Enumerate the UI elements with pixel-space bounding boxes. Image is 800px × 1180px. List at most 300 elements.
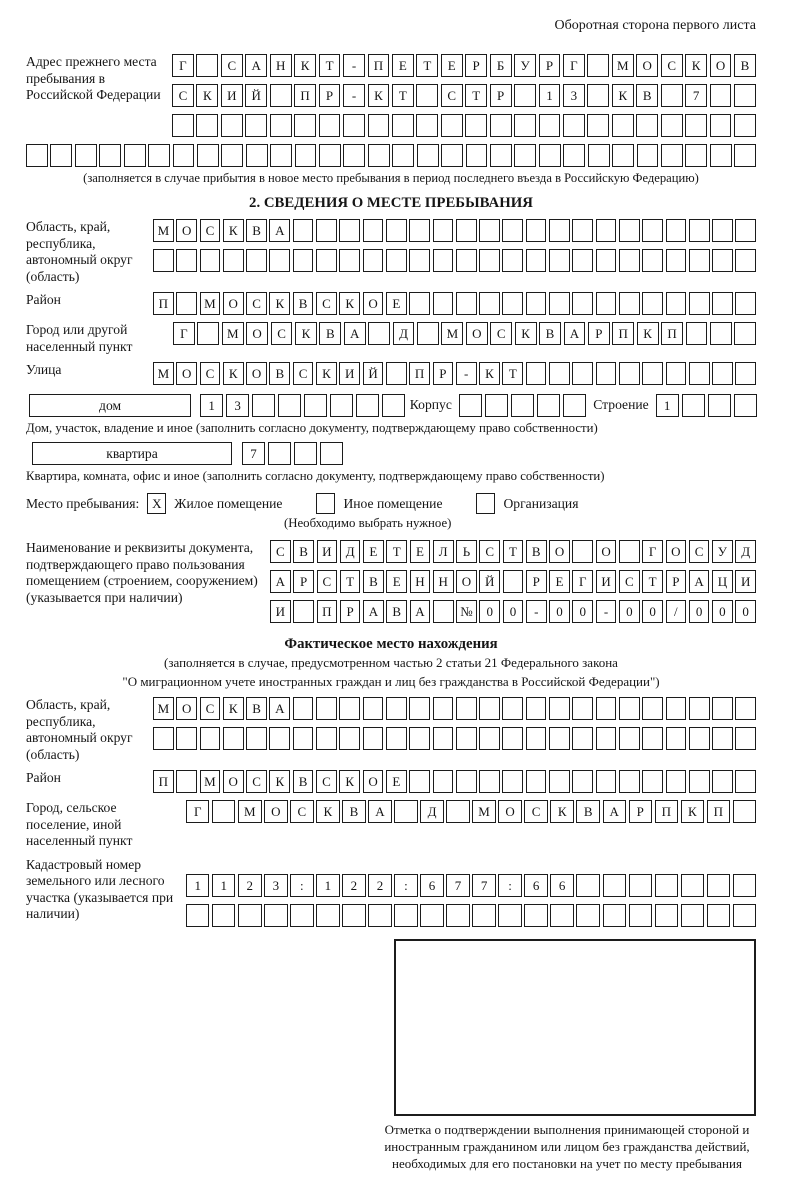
prev-address-label: Адрес прежнего места пребывания в Российской Федерации <box>26 54 161 102</box>
char-box <box>270 114 292 137</box>
char-box: : <box>394 874 417 897</box>
char-box <box>572 697 593 720</box>
char-box: С <box>490 322 512 345</box>
char-box: Д <box>340 540 361 563</box>
char-box <box>386 727 407 750</box>
char-box: С <box>271 322 293 345</box>
char-box: 0 <box>689 600 710 623</box>
char-box <box>712 249 733 272</box>
char-box: № <box>456 600 477 623</box>
char-box: 0 <box>642 600 663 623</box>
char-box <box>735 292 756 315</box>
char-box: Е <box>549 570 570 593</box>
char-box: К <box>223 219 244 242</box>
char-box <box>465 114 487 137</box>
char-box <box>269 727 290 750</box>
char-box <box>148 144 170 167</box>
char-box <box>549 292 570 315</box>
char-box <box>735 770 756 793</box>
char-box: С <box>479 540 500 563</box>
char-box: Р <box>629 800 652 823</box>
char-box <box>416 84 438 107</box>
document-row-2 <box>270 570 756 593</box>
char-box <box>681 904 704 927</box>
char-box: 0 <box>619 600 640 623</box>
char-box: Й <box>245 84 267 107</box>
char-box: Е <box>441 54 463 77</box>
char-box <box>733 904 756 927</box>
kvartira-cells <box>242 442 346 465</box>
char-box <box>642 727 663 750</box>
char-box: К <box>612 84 634 107</box>
char-box <box>661 84 683 107</box>
char-box <box>596 249 617 272</box>
char-box: И <box>317 540 338 563</box>
char-box <box>498 904 521 927</box>
char-box <box>619 249 640 272</box>
char-box <box>712 362 733 385</box>
ulitsa-row <box>153 362 756 385</box>
char-box: Р <box>433 362 454 385</box>
char-box: Г <box>172 54 194 77</box>
factual-oblast-row-1 <box>153 697 756 720</box>
char-box <box>712 292 733 315</box>
char-box <box>153 727 174 750</box>
stroenie-label: Строение <box>593 397 649 412</box>
char-box <box>320 442 343 465</box>
prev-address-rows <box>172 54 756 137</box>
char-box: П <box>655 800 678 823</box>
char-box: 6 <box>420 874 443 897</box>
document-block <box>26 540 756 623</box>
kadastr-block <box>26 857 756 927</box>
char-box: П <box>317 600 338 623</box>
raion-row <box>153 292 756 315</box>
mesto-label: Место пребывания: <box>26 495 140 511</box>
char-box: 7 <box>685 84 707 107</box>
char-box <box>294 114 316 137</box>
char-box <box>572 219 593 242</box>
char-box <box>666 770 687 793</box>
char-box: В <box>734 54 756 77</box>
char-box <box>596 362 617 385</box>
char-box <box>502 697 523 720</box>
char-box: Л <box>433 540 454 563</box>
char-box <box>316 904 339 927</box>
char-box: : <box>290 874 313 897</box>
char-box <box>124 144 146 167</box>
char-box: В <box>363 570 384 593</box>
char-box <box>490 114 512 137</box>
oblast-block <box>26 219 756 285</box>
char-box <box>368 904 391 927</box>
char-box <box>619 727 640 750</box>
char-box <box>99 144 121 167</box>
oblast-label: Область, край, республика, автономный округ (область) <box>26 219 133 284</box>
factual-note-2: "О миграционном учете иностранных граждан и лиц без гражданства в Российской Федерации") <box>122 673 660 689</box>
dom-cells <box>200 394 401 417</box>
char-box: Т <box>392 84 414 107</box>
char-box <box>514 114 536 137</box>
char-box: К <box>196 84 218 107</box>
document-label: Наименование и реквизиты документа, подтверждающего право пользования помещением (строением, сооружением) (указывается при наличии) <box>26 540 258 605</box>
char-box: А <box>269 697 290 720</box>
prev-address-row-3 <box>172 114 756 137</box>
char-box: К <box>479 362 500 385</box>
char-box: П <box>661 322 683 345</box>
char-box <box>712 219 733 242</box>
char-box <box>270 84 292 107</box>
char-box: М <box>200 292 221 315</box>
char-box: У <box>712 540 733 563</box>
raion-block <box>26 292 756 315</box>
char-box <box>549 249 570 272</box>
char-box: А <box>410 600 431 623</box>
char-box: П <box>409 362 430 385</box>
char-box <box>392 144 414 167</box>
char-box <box>304 394 327 417</box>
char-box <box>563 144 585 167</box>
char-box <box>386 249 407 272</box>
char-box <box>246 249 267 272</box>
char-box <box>197 144 219 167</box>
char-box: С <box>524 800 547 823</box>
char-box: О <box>596 540 617 563</box>
char-box <box>689 219 710 242</box>
char-box: К <box>681 800 704 823</box>
char-box <box>596 727 617 750</box>
char-box <box>603 904 626 927</box>
char-box <box>666 727 687 750</box>
char-box: Б <box>490 54 512 77</box>
char-box: С <box>619 570 640 593</box>
char-box: С <box>441 84 463 107</box>
char-box: О <box>363 770 384 793</box>
char-box <box>200 727 221 750</box>
char-box <box>689 362 710 385</box>
char-box <box>603 874 626 897</box>
char-box <box>572 362 593 385</box>
char-box: Е <box>392 54 414 77</box>
char-box <box>409 727 430 750</box>
char-box <box>433 697 454 720</box>
char-box <box>642 219 663 242</box>
char-box <box>176 770 197 793</box>
char-box <box>212 904 235 927</box>
char-box <box>433 219 454 242</box>
char-box <box>526 697 547 720</box>
char-box <box>712 770 733 793</box>
char-box: В <box>319 322 341 345</box>
char-box: О <box>223 292 244 315</box>
char-box <box>153 249 174 272</box>
char-box <box>278 394 301 417</box>
factual-oblast-label: Область, край, республика, автономный округ (область) <box>26 697 133 762</box>
char-box: Р <box>666 570 687 593</box>
char-box <box>549 697 570 720</box>
char-box <box>294 442 317 465</box>
char-box: С <box>246 770 267 793</box>
char-box <box>708 394 731 417</box>
char-box <box>636 114 658 137</box>
char-box <box>409 249 430 272</box>
char-box: П <box>368 54 390 77</box>
char-box <box>588 144 610 167</box>
char-box <box>316 697 337 720</box>
char-box <box>221 114 243 137</box>
char-box: О <box>264 800 287 823</box>
char-box <box>293 697 314 720</box>
char-box <box>456 697 477 720</box>
char-box <box>176 249 197 272</box>
char-box <box>655 904 678 927</box>
char-box: Д <box>735 540 756 563</box>
char-box: 6 <box>524 874 547 897</box>
char-box <box>576 874 599 897</box>
char-box: Т <box>503 540 524 563</box>
char-box: Ц <box>712 570 733 593</box>
char-box: П <box>153 292 174 315</box>
char-box <box>456 219 477 242</box>
char-box: О <box>176 362 197 385</box>
char-box <box>456 727 477 750</box>
char-box <box>689 770 710 793</box>
char-box: В <box>246 219 267 242</box>
kadastr-row-1 <box>186 874 756 897</box>
char-box <box>394 800 417 823</box>
char-box <box>293 249 314 272</box>
char-box: 0 <box>735 600 756 623</box>
char-box <box>637 144 659 167</box>
char-box <box>433 292 454 315</box>
char-box: С <box>270 540 291 563</box>
char-box <box>526 362 547 385</box>
char-box: О <box>549 540 570 563</box>
char-box: С <box>290 800 313 823</box>
char-box: И <box>339 362 360 385</box>
kvartira-note: Квартира, комната, офис и иное (заполнить согласно документу, подтверждающему право собственности) <box>26 469 605 483</box>
char-box: / <box>666 600 687 623</box>
char-box <box>386 362 407 385</box>
char-box: С <box>200 362 221 385</box>
char-box <box>343 144 365 167</box>
char-box <box>549 362 570 385</box>
char-box <box>446 904 469 927</box>
char-box: С <box>317 570 338 593</box>
char-box: Е <box>410 540 431 563</box>
char-box: О <box>466 322 488 345</box>
char-box <box>572 770 593 793</box>
char-box <box>735 727 756 750</box>
char-box: С <box>661 54 683 77</box>
char-box: М <box>153 219 174 242</box>
char-box <box>330 394 353 417</box>
char-box <box>433 770 454 793</box>
prev-address-block <box>26 54 756 137</box>
mesto-note: (Необходимо выбрать нужное) <box>284 516 452 530</box>
char-box <box>456 292 477 315</box>
char-box <box>511 394 534 417</box>
char-box <box>446 800 469 823</box>
char-box: 3 <box>226 394 249 417</box>
char-box: 1 <box>539 84 561 107</box>
char-box <box>479 219 500 242</box>
char-box: 7 <box>446 874 469 897</box>
char-box <box>666 292 687 315</box>
char-box: В <box>246 697 267 720</box>
factual-gorod-block <box>26 800 756 850</box>
char-box <box>472 904 495 927</box>
char-box: К <box>550 800 573 823</box>
prev-address-note: (заполняется в случае прибытия в новое место пребывания в период последнего въезда в Российскую Федерацию) <box>83 171 699 185</box>
char-box <box>619 770 640 793</box>
char-box <box>238 904 261 927</box>
char-box: С <box>246 292 267 315</box>
kadastr-label: Кадастровый номер земельного или лесного участка (указывается при наличии) <box>26 856 174 921</box>
char-box <box>619 362 640 385</box>
char-box: 7 <box>242 442 265 465</box>
ulitsa-label: Улица <box>26 362 62 377</box>
char-box <box>316 727 337 750</box>
char-box: 1 <box>656 394 679 417</box>
char-box <box>394 904 417 927</box>
char-box: Г <box>173 322 195 345</box>
char-box <box>734 394 757 417</box>
char-box: К <box>515 322 537 345</box>
char-box: Й <box>479 570 500 593</box>
char-box <box>572 292 593 315</box>
factual-oblast-block <box>26 697 756 763</box>
char-box: Т <box>465 84 487 107</box>
char-box: Е <box>363 540 384 563</box>
char-box <box>368 114 390 137</box>
char-box <box>734 144 756 167</box>
char-box <box>735 362 756 385</box>
char-box <box>735 697 756 720</box>
dom-note: Дом, участок, владение и иное (заполнить согласно документу, подтверждающему право собственности) <box>26 421 598 435</box>
char-box <box>576 904 599 927</box>
char-box <box>612 114 634 137</box>
char-box <box>75 144 97 167</box>
document-row-1 <box>270 540 756 563</box>
char-box: 2 <box>342 874 365 897</box>
char-box <box>386 219 407 242</box>
char-box <box>642 362 663 385</box>
char-box: О <box>223 770 244 793</box>
korpus-cells <box>459 394 584 417</box>
char-box <box>710 144 732 167</box>
char-box: И <box>735 570 756 593</box>
char-box <box>689 292 710 315</box>
char-box <box>642 249 663 272</box>
char-box <box>503 570 524 593</box>
stroenie-cells <box>656 394 756 417</box>
char-box <box>270 144 292 167</box>
char-box: О <box>710 54 732 77</box>
char-box <box>712 727 733 750</box>
char-box: О <box>456 570 477 593</box>
char-box: Н <box>410 570 431 593</box>
char-box <box>290 904 313 927</box>
char-box <box>363 219 384 242</box>
char-box <box>524 904 547 927</box>
char-box <box>666 362 687 385</box>
char-box <box>186 904 209 927</box>
char-box <box>526 770 547 793</box>
char-box: М <box>153 697 174 720</box>
char-box <box>386 697 407 720</box>
char-box <box>661 114 683 137</box>
char-box: К <box>637 322 659 345</box>
char-box: В <box>526 540 547 563</box>
char-box <box>479 727 500 750</box>
char-box <box>316 249 337 272</box>
char-box: Р <box>539 54 561 77</box>
char-box <box>502 219 523 242</box>
char-box: Н <box>270 54 292 77</box>
char-box <box>596 770 617 793</box>
char-box <box>710 84 732 107</box>
char-box: А <box>363 600 384 623</box>
char-box <box>409 292 430 315</box>
char-box <box>685 144 707 167</box>
char-box: К <box>269 292 290 315</box>
char-box: В <box>636 84 658 107</box>
char-box: Н <box>433 570 454 593</box>
char-box: - <box>526 600 547 623</box>
section-2-title: 2. СВЕДЕНИЯ О МЕСТЕ ПРЕБЫВАНИЯ <box>249 195 533 211</box>
kvartira-row <box>26 442 756 465</box>
char-box: О <box>666 540 687 563</box>
char-box <box>563 394 586 417</box>
char-box: К <box>339 292 360 315</box>
confirmation-mark-caption: Отметка о подтверждении выполнения принимающей стороной и иностранным гражданином или лицом без гражданства действий, необходимых для его постановки на учет по месту пребывания <box>384 1121 750 1171</box>
char-box: В <box>342 800 365 823</box>
char-box: 0 <box>572 600 593 623</box>
char-box: А <box>603 800 626 823</box>
char-box: В <box>576 800 599 823</box>
char-box <box>490 144 512 167</box>
char-box: В <box>386 600 407 623</box>
factual-raion-block <box>26 770 756 793</box>
char-box: 1 <box>212 874 235 897</box>
char-box <box>479 249 500 272</box>
char-box: В <box>539 322 561 345</box>
char-box: - <box>343 54 365 77</box>
char-box <box>319 114 341 137</box>
kvartira-widebox: квартира <box>32 442 232 465</box>
char-box <box>416 114 438 137</box>
checkbox-inoe <box>316 493 335 514</box>
char-box <box>502 770 523 793</box>
char-box: Г <box>572 570 593 593</box>
char-box <box>172 114 194 137</box>
char-box <box>629 904 652 927</box>
char-box <box>666 697 687 720</box>
ulitsa-block <box>26 362 756 385</box>
char-box <box>368 322 390 345</box>
char-box: - <box>343 84 365 107</box>
char-box: 0 <box>503 600 524 623</box>
char-box <box>619 292 640 315</box>
char-box <box>549 727 570 750</box>
dom-widebox: дом <box>29 394 191 417</box>
char-box: Р <box>319 84 341 107</box>
char-box <box>707 874 730 897</box>
option-zhiloe-label: Жилое помещение <box>174 495 283 511</box>
char-box: С <box>316 292 337 315</box>
char-box <box>50 144 72 167</box>
